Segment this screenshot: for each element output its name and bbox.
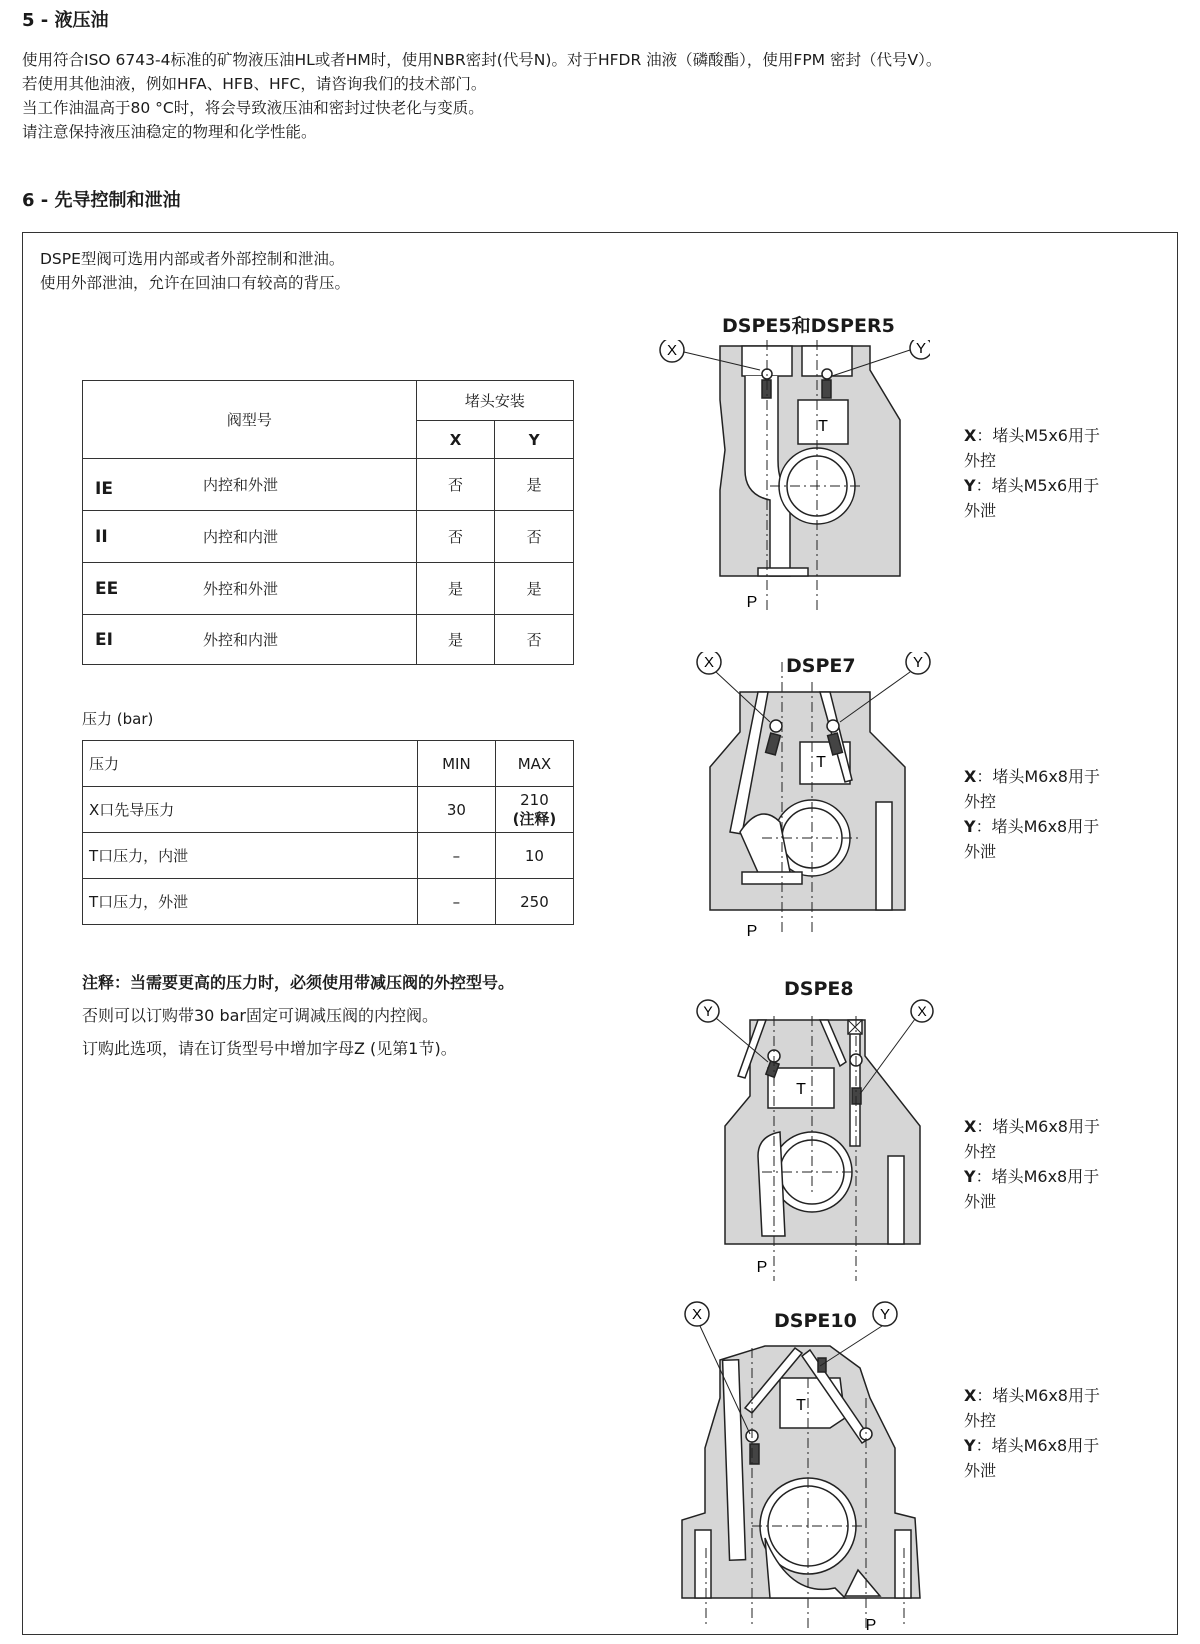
note-x-text: ：堵头M5x6用于 bbox=[976, 426, 1100, 445]
table-row bbox=[83, 833, 574, 879]
row-min: 30 bbox=[417, 787, 495, 833]
table-row bbox=[83, 563, 574, 615]
row-name: X口先导压力 bbox=[83, 787, 418, 833]
row-code: IE bbox=[95, 479, 113, 499]
note-x-text2: 外控 bbox=[964, 792, 997, 811]
section5-line-4: 请注意保持液压油稳定的物理和化学性能。 bbox=[22, 123, 317, 141]
diagram-dspe5 bbox=[650, 340, 930, 620]
row-desc: 内控和内泄 bbox=[203, 528, 279, 546]
note-line-3: 订购此选项，请在订货型号中增加字母Z (见第1节)。 bbox=[82, 1039, 457, 1058]
note-y-key: Y bbox=[964, 476, 976, 495]
table-row bbox=[83, 459, 574, 511]
row-min: – bbox=[417, 833, 495, 879]
row-code-desc bbox=[83, 563, 417, 615]
diagram-y-label: Y bbox=[915, 340, 927, 357]
diagram-x-label: X bbox=[666, 342, 678, 359]
note-y-text: ：堵头M6x8用于 bbox=[975, 817, 1100, 836]
diagram-t-label: T bbox=[796, 1081, 806, 1098]
diagram-title: DSPE5和DSPER5 bbox=[722, 315, 895, 337]
note-y-text: ：堵头M5x6用于 bbox=[975, 476, 1100, 495]
note-y-key: Y bbox=[964, 817, 976, 836]
diagram-title: DSPE10 bbox=[774, 1310, 857, 1332]
row-code-desc bbox=[83, 615, 417, 665]
diagram-note bbox=[964, 764, 1100, 864]
row-code-desc bbox=[83, 511, 417, 563]
note-y-text: ：堵头M6x8用于 bbox=[975, 1436, 1100, 1455]
diagram-dspe8 bbox=[680, 996, 950, 1281]
row-y: 否 bbox=[495, 511, 574, 563]
diagram-note bbox=[964, 1114, 1100, 1214]
diagram-title: DSPE7 bbox=[786, 655, 856, 677]
diagram-dspe10 bbox=[670, 1298, 940, 1638]
table-row bbox=[83, 879, 574, 925]
note-y-text2: 外泄 bbox=[964, 501, 997, 520]
plug-table bbox=[82, 380, 574, 665]
section5-line-3: 当工作油温高于80 °C时，将会导致液压油和密封过快老化与变质。 bbox=[22, 99, 484, 117]
note-y-text2: 外泄 bbox=[964, 842, 997, 861]
note-y-key: Y bbox=[964, 1436, 976, 1455]
row-x: 否 bbox=[416, 459, 495, 511]
diagram-dspe7 bbox=[680, 652, 950, 942]
note-y-text2: 外泄 bbox=[964, 1461, 997, 1480]
diagram-x-label: X bbox=[691, 1306, 703, 1323]
note-x-key: X bbox=[964, 767, 977, 786]
pressure-table bbox=[82, 740, 574, 925]
row-name: T口压力，外泄 bbox=[83, 879, 418, 925]
intro-line-1: DSPE型阀可选用内部或者外部控制和泄油。 bbox=[40, 250, 345, 268]
row-code: EE bbox=[95, 579, 119, 599]
row-y: 是 bbox=[495, 563, 574, 615]
note-x-key: X bbox=[964, 1117, 977, 1136]
note-y-text: ：堵头M6x8用于 bbox=[975, 1167, 1100, 1186]
note-x-text2: 外控 bbox=[964, 451, 997, 470]
col-valve-type: 阀型号 bbox=[83, 381, 417, 459]
row-max-note: (注释) bbox=[512, 809, 557, 828]
note-x-text2: 外控 bbox=[964, 1142, 997, 1161]
col-min: MIN bbox=[417, 741, 495, 787]
diagram-y-label: Y bbox=[703, 1003, 713, 1019]
row-x: 否 bbox=[416, 511, 495, 563]
section5-text bbox=[22, 48, 941, 144]
diagram-y-label: Y bbox=[912, 654, 924, 671]
diagram-p-label: P bbox=[865, 1617, 877, 1634]
row-code: EI bbox=[95, 630, 113, 650]
section5-title: 5 - 液压油 bbox=[22, 10, 109, 31]
note-y-key: Y bbox=[964, 1167, 976, 1186]
table-row bbox=[83, 511, 574, 563]
row-name: T口压力，内泄 bbox=[83, 833, 418, 879]
diagram-p-label: P bbox=[756, 1259, 768, 1276]
diagram-note bbox=[964, 1383, 1100, 1483]
note-y-text2: 外泄 bbox=[964, 1192, 997, 1211]
row-desc: 内控和外泄 bbox=[203, 476, 279, 494]
section6-intro bbox=[40, 247, 350, 295]
row-code-desc bbox=[83, 459, 417, 511]
diagram-p-label: P bbox=[746, 923, 758, 940]
pressure-caption: 压力 (bar) bbox=[82, 710, 154, 728]
row-max: 10 bbox=[495, 833, 573, 879]
col-y: Y bbox=[495, 421, 574, 459]
row-y: 否 bbox=[495, 615, 574, 665]
diagram-t-label: T bbox=[816, 754, 826, 771]
section5-line-2: 若使用其他油液，例如HFA、HFB、HFC，请咨询我们的技术部门。 bbox=[22, 75, 487, 93]
col-max: MAX bbox=[495, 741, 573, 787]
row-max: 210 bbox=[520, 790, 549, 809]
note-bold: 注释：当需要更高的压力时，必须使用带减压阀的外控型号。 bbox=[82, 973, 515, 992]
row-y: 是 bbox=[495, 459, 574, 511]
notes bbox=[82, 966, 514, 1065]
col-x: X bbox=[416, 421, 495, 459]
row-x: 是 bbox=[416, 615, 495, 665]
row-code: II bbox=[95, 527, 108, 547]
note-x-text: ：堵头M6x8用于 bbox=[976, 1386, 1100, 1405]
section6-title: 6 - 先导控制和泄油 bbox=[22, 190, 181, 211]
row-max-cell bbox=[495, 787, 573, 833]
section5-line-1: 使用符合ISO 6743-4标准的矿物液压油HL或者HM时，使用NBR密封(代号N)。对于HFDR 油液（磷酸酯），使用FPM 密封（代号V）。 bbox=[22, 51, 942, 69]
row-x: 是 bbox=[416, 563, 495, 615]
row-max: 250 bbox=[495, 879, 573, 925]
row-desc: 外控和外泄 bbox=[203, 580, 279, 598]
note-x-text2: 外控 bbox=[964, 1411, 997, 1430]
col-pressure: 压力 bbox=[83, 741, 418, 787]
diagram-p-label: P bbox=[746, 594, 758, 611]
table-row bbox=[83, 787, 574, 833]
diagram-t-label: T bbox=[796, 1397, 806, 1414]
diagram-x-label: X bbox=[917, 1003, 927, 1019]
diagram-title: DSPE8 bbox=[784, 978, 854, 1000]
row-desc: 外控和内泄 bbox=[203, 631, 279, 649]
note-x-text: ：堵头M6x8用于 bbox=[976, 767, 1100, 786]
table-row bbox=[83, 615, 574, 665]
note-line-2: 否则可以订购带30 bar固定可调减压阀的内控阀。 bbox=[82, 1006, 438, 1025]
note-x-key: X bbox=[964, 426, 977, 445]
diagram-x-label: X bbox=[703, 654, 715, 671]
diagram-t-label: T bbox=[818, 418, 828, 435]
intro-line-2: 使用外部泄油，允许在回油口有较高的背压。 bbox=[40, 274, 351, 292]
diagram-y-label: Y bbox=[879, 1306, 891, 1323]
row-min: – bbox=[417, 879, 495, 925]
note-x-key: X bbox=[964, 1386, 977, 1405]
note-x-text: ：堵头M6x8用于 bbox=[976, 1117, 1100, 1136]
diagram-note bbox=[964, 423, 1100, 523]
col-plug-install: 堵头安装 bbox=[416, 381, 573, 421]
